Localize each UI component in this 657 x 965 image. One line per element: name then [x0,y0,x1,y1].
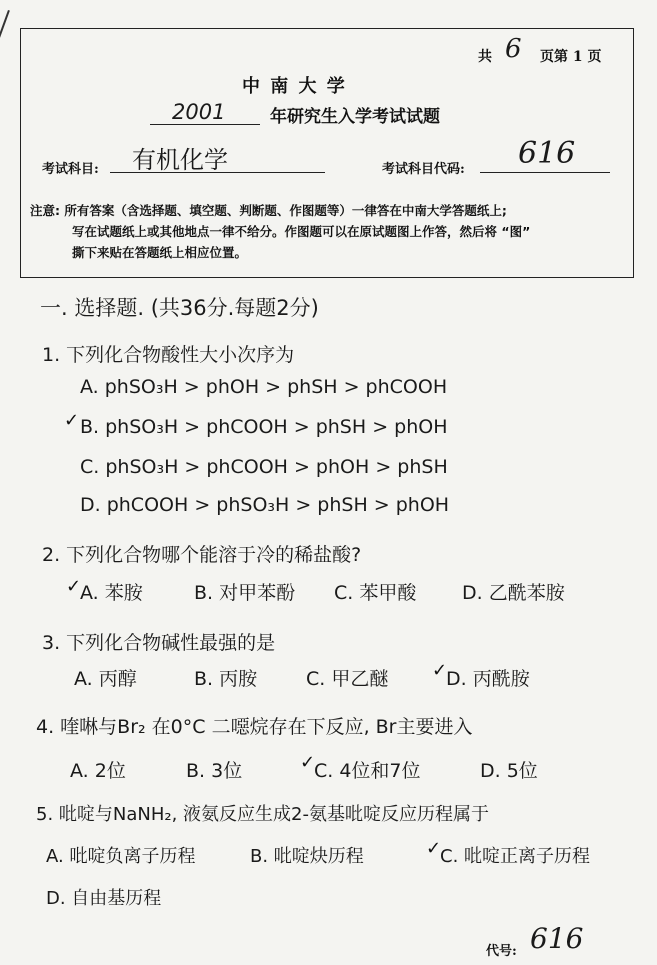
exam-year: 2001 [172,100,226,124]
subject-code-label: 考试科目代码: [382,162,465,177]
question-5-option-a: A. 吡啶负离子历程 [46,846,196,867]
question-5-stem: 5. 吡啶与NaNH₂, 液氨反应生成2-氨基吡啶反应历程属于 [36,804,489,825]
question-1-stem: 1. 下列化合物酸性大小次序为 [42,344,295,366]
question-2-stem: 2. 下列化合物哪个能溶于冷的稀盐酸? [42,544,362,566]
question-4-option-c-check: ✓ [300,752,316,773]
footer-code-value: 616 [530,922,584,955]
question-3-option-a: A. 丙醇 [74,668,137,690]
question-4-option-d: D. 5位 [480,760,538,782]
total-pages-label: 共 [478,49,492,65]
exam-title: 年研究生入学考试试题 [270,107,440,127]
notice-line-1: 注意: 所有答案（含选择题、填空题、判断题、作图题等）一律答在中南大学答题纸上; [30,203,507,218]
year-underline [150,124,260,125]
subject-underline [110,172,325,173]
section-title: 一. 选择题. (共36分.每题2分) [40,296,319,320]
question-2-option-a: A. 苯胺 [80,582,143,604]
question-3-option-c: C. 甲乙醚 [306,668,389,690]
question-4-stem: 4. 喹啉与Br₂ 在0°C 二噁烷存在下反应, Br主要进入 [36,716,473,738]
page-number-label: 页第 1 页 [540,49,602,65]
question-4-option-a: A. 2位 [70,760,126,782]
footer-code-label: 代号: [486,944,517,959]
question-4-option-c: C. 4位和7位 [314,760,421,782]
subject-code-value: 616 [518,136,576,171]
notice-line-2: 写在试题纸上或其他地点一律不给分。作图题可以在原试题图上作答，然后将 “图” [72,224,531,239]
subject-code-underline [480,172,610,173]
question-2-option-a-check: ✓ [66,576,82,597]
binding-mark [0,10,20,80]
subject-value: 有机化学 [132,146,228,174]
question-3-option-d: D. 丙酰胺 [446,668,530,690]
question-5-option-d: D. 自由基历程 [46,888,162,909]
question-1-option-a: A. phSO₃H > phOH > phSH > phCOOH [80,376,448,398]
question-3-option-b: B. 丙胺 [194,668,258,690]
question-5-option-c-check: ✓ [426,838,442,859]
question-5-option-b: B. 吡啶炔历程 [250,846,364,867]
question-3-stem: 3. 下列化合物碱性最强的是 [42,632,276,654]
question-5-option-c: C. 吡啶正离子历程 [440,846,591,867]
question-1-option-b: B. phSO₃H > phCOOH > phSH > phOH [80,416,448,438]
question-1-option-d: D. phCOOH > phSO₃H > phSH > phOH [80,494,450,516]
question-2-option-b: B. 对甲苯酚 [194,582,296,604]
question-1-option-b-check: ✓ [64,410,80,431]
question-1-option-c: C. phSO₃H > phCOOH > phOH > phSH [80,456,448,478]
question-2-option-c: C. 苯甲酸 [334,582,417,604]
question-4-option-b: B. 3位 [186,760,243,782]
university-name: 中 南 大 学 [242,76,347,97]
subject-label: 考试科目: [42,162,99,177]
question-2-option-d: D. 乙酰苯胺 [462,582,565,604]
total-pages-value: 6 [505,34,522,64]
question-3-option-d-check: ✓ [432,660,448,681]
notice-block [30,200,530,263]
notice-line-3: 撕下来贴在答题纸上相应位置。 [72,245,248,260]
